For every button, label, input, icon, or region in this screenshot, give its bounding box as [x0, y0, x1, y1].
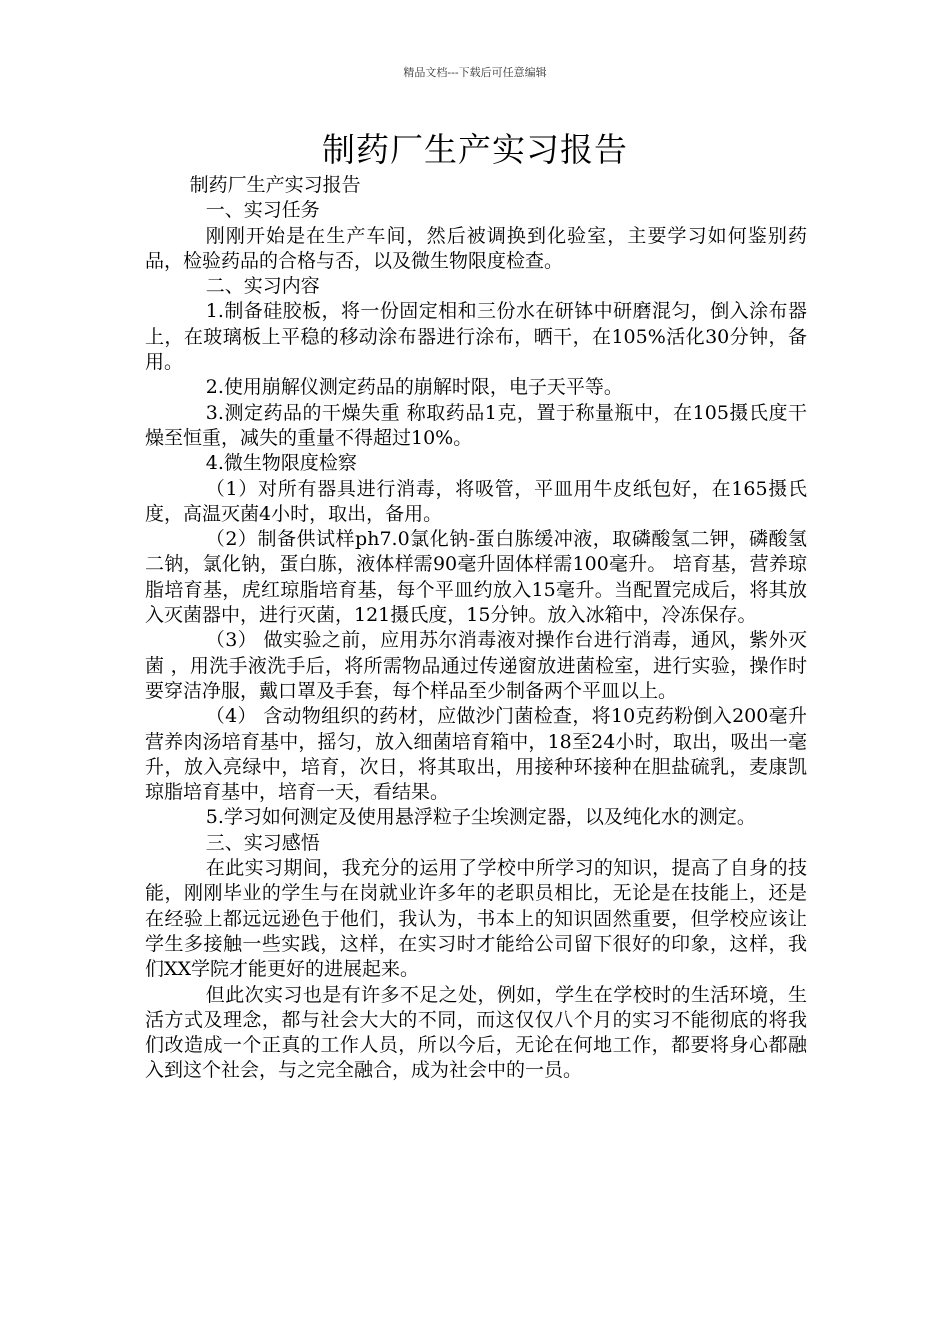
- paragraph-item-1: 1.制备硅胶板，将一份固定相和三份水在研钵中研磨混匀，倒入涂布器上，在玻璃板上平稳的移动涂布器进行涂布，晒干，在105%活化30分钟，备用。: [145, 300, 807, 374]
- paragraph-subitem-3: （3） 做实验之前，应用苏尔消毒液对操作台进行消毒，通风，紫外灭菌 ，用洗手液洗手后，将所需物品通过传递窗放进菌检室，进行实验，操作时要穿洁净服，戴口罩及手套，每个样品至少制备两个平皿以上。: [145, 629, 807, 702]
- paragraph-subitem-4: （4） 含动物组织的药材，应做沙门菌检查，将10克药粉倒入200毫升营养肉汤培育基中，摇匀，放入细菌培育箱中，18至24小时，取出，吸出一毫升，放入亮绿中，培育，次日，将其取出，用接种环接种在胆盐硫乳，麦康凯琼脂培育基中，培育一天，看结果。: [145, 705, 807, 804]
- paragraph-task: 刚刚开始是在生产车间，然后被调换到化验室，主要学习如何鉴别药品，检验药品的合格与否，以及微生物限度检查。: [145, 224, 807, 272]
- document-title: 制药厂生产实习报告: [322, 130, 628, 169]
- paragraph-item-4: 4.微生物限度检察: [205, 452, 357, 475]
- paragraph-subitem-2: （2）制备供试样ph7.0氯化钠-蛋白胨缓冲液，取磷酸氢二钾，磷酸氢二钠，氯化钠，蛋白胨，液体样需90毫升固体样需100毫升。 培育基，营养琼脂培育基，虎红琼脂培育基，每个平皿约放入15毫升。当配置完成后，将其放入灭菌器中，进行灭菌，121摄氏度，15分钟。放入冰箱中，冷冻保存。: [145, 528, 807, 627]
- paragraph-item-2: 2.使用崩解仪测定药品的崩解时限，电子天平等。: [205, 376, 623, 399]
- section-heading-task: 一、实习任务: [205, 199, 320, 222]
- paragraph-item-3: 3.测定药品的干燥失重 称取药品1克，置于称量瓶中，在105摄氏度干燥至恒重，减失的重量不得超过10%。: [145, 401, 807, 449]
- report-subtitle: 制药厂生产实习报告: [189, 174, 361, 196]
- header-note: 精品文档---下载后可任意编辑: [403, 66, 547, 79]
- section-heading-reflection: 三、实习感悟: [205, 831, 320, 854]
- section-heading-content: 二、实习内容: [205, 275, 320, 298]
- paragraph-subitem-1: （1）对所有器具进行消毒，将吸管，平皿用牛皮纸包好，在165摄氏度，高温灭菌4小时，取出，备用。: [145, 477, 807, 525]
- document-body: [145, 173, 807, 1084]
- paragraph-reflection-2: 但此次实习也是有许多不足之处，例如，学生在学校时的生活环境，生活方式及理念，都与社会大大的不同，而这仅仅八个月的实习不能彻底的将我们改造成一个正真的工作人员，所以今后，无论在何地工作，都要将身心都融入到这个社会，与之完全融合，成为社会中的一员。: [145, 983, 807, 1082]
- paragraph-item-5: 5.学习如何测定及使用悬浮粒子尘埃测定器，以及纯化水的测定。: [205, 806, 756, 829]
- paragraph-reflection-1: 在此实习期间，我充分的运用了学校中所学习的知识，提高了自身的技能，刚刚毕业的学生与在岗就业许多年的老职员相比，无论是在技能上，还是在经验上都远远逊色于他们，我认为，书本上的知识固然重要，但学校应该让学生多接触一些实践，这样，在实习时才能给公司留下很好的印象，这样，我们XX学院才能更好的进展起来。: [145, 857, 807, 981]
